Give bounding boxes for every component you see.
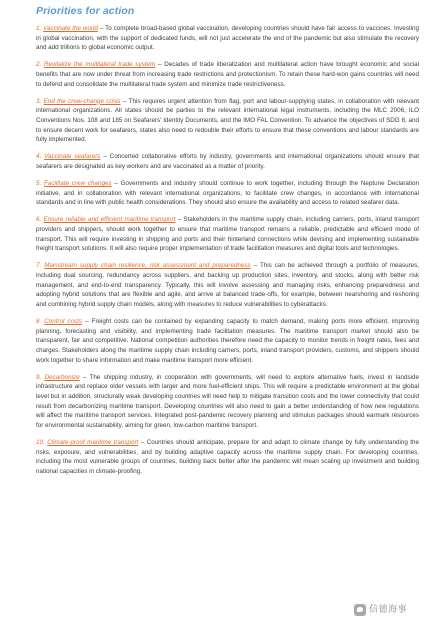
list-item xyxy=(36,317,419,366)
item-heading: Vaccinate seafarers xyxy=(44,153,101,161)
item-body: – To complete broad-based global vaccination, developing countries should have fair access to vaccines. Investing in global vaccination, with the support of dedicated funds, will not just accelerate the end of the pandemic but also stimulate the recovery and add trillions to global economic output. xyxy=(36,25,419,52)
list-item xyxy=(36,60,419,89)
item-number: 6. xyxy=(36,216,42,224)
item-number: 3. xyxy=(36,97,42,105)
item-body: – Decades of trade liberalization and multilateral action have brought economic and social benefits that are now under threat from increasing trade restrictions and protectionism. To retain these hard-won gains countries will need to defend and consolidate the multilateral trade system and minimize trade restrictiveness. xyxy=(36,61,419,88)
item-number: 9. xyxy=(36,373,42,381)
watermark-text: 信德海事 xyxy=(369,605,408,615)
item-number: 1. xyxy=(36,25,42,32)
item-heading: Climate-proof maritime transport xyxy=(47,439,139,446)
page-title: Priorities for action xyxy=(36,5,135,17)
item-number: 4. xyxy=(36,153,42,161)
item-body: – Governments and industry should continue to work together, including through the Neptune Declaration initiative, and in collaboration with relevant international organizations, to facilitate crew changes, in accordance with international standards and in line with public health considerations. They should also ensure the availability and access to related seafarer data. xyxy=(36,179,419,207)
list-item xyxy=(36,24,419,53)
item-heading: Ensure reliable and efficient maritime transport xyxy=(43,216,176,224)
item-heading: Vaccinate the world xyxy=(43,25,98,32)
watermark xyxy=(354,604,414,618)
list-item xyxy=(36,97,419,146)
list-item xyxy=(36,152,419,171)
list-item xyxy=(36,179,419,208)
item-number: 2. xyxy=(36,61,42,69)
list-item xyxy=(36,261,419,310)
item-heading: Facilitate crew changes xyxy=(44,179,112,187)
item-body: – Countries should anticipate, prepare for and adapt to climate change by fully understanding the risks, exposure, and vulnerabilities, and by building adaptive capacity across the maritime supply chain. For developing countries, including the most vulnerable groups of countries, building back better after the pandemic will mean scaling up investment and building national capacities in climate-proofing. xyxy=(36,439,419,476)
item-body: – Stakeholders in the maritime supply chain, including carriers, ports, inland transport providers and shippers, should work together to ensure that maritime transport remains a reliable, predictable and efficient mode of transport. This will require investing in shipping and ports and their hinterland connections while devising and implementing sustainable freight transport solutions. It will also require proper implementation of trade facilitation measures and digital tools and technologies. xyxy=(36,216,419,253)
list-item xyxy=(36,215,419,254)
item-number: 5. xyxy=(36,179,42,187)
item-heading: Revitalize the multilateral trade system xyxy=(44,61,156,69)
item-heading: Mainstream supply chain resilience, risk assessment and preparedness xyxy=(44,262,251,270)
item-heading: Decarbonize xyxy=(44,373,80,381)
list-item xyxy=(36,438,419,477)
item-heading: End the crew-change crisis xyxy=(43,97,121,105)
wechat-icon xyxy=(354,604,366,616)
item-body: – The shipping industry, in cooperation with governments, will need to explore alternative fuels, invest in landside infrastructure and replace older vessels with larger and more fuel-efficient ships. This will require a predictable environment at the global level but in addition, structurally weak developing countries will need help to mitigate transition costs and the lower connectivity that could result from decarbonizing maritime transport. Developing countries will also need to gain a better understanding of how new regulations will affect the maritime transport services. Integrated post-pandemic recovery planning and stimulus packages should earmark resources for environmental sustainability, aiming for green, low-carbon maritime transport. xyxy=(36,373,419,430)
item-body: – Concerted collaborative efforts by industry, governments and international organizations should ensure that seafarers are designated as key workers and are vaccinated as a matter of priority. xyxy=(36,153,419,170)
priorities-list xyxy=(36,24,419,484)
list-item xyxy=(36,373,419,431)
item-number: 10. xyxy=(36,439,45,446)
item-number: 7. xyxy=(36,262,42,270)
item-heading: Control costs xyxy=(44,317,83,325)
item-body: – This can be achieved through a portfolio of measures, including dual sourcing, redundancy across suppliers, and backing up production sites, inventory, and stocks, along with better risk management, and end-to-end transparency. Typically, this will involve assessing and managing risks, enhancing preparedness and adopting hybrid solutions that are flexible and agile, and arrive at balanced trade-offs, for example, between nearshoring and reshoring and combining hybrid supply chain models, along with measures to reduce vulnerabilities to cyberattacks. xyxy=(36,262,419,308)
item-body: – Freight costs can be contained by expanding capacity to match demand, making ports more efficient, improving planning, forecasting and visibility, and implementing trade facilitation measures. The maritime transport market should also be transparent, fair and competitive. National competition authorities therefore need the capacity to monitor trends in freight rates, fees and charges. Stakeholders along the maritime supply chain including carriers, ports, inland transport providers, customs, and shippers should work together to share information and make maritime transport more efficient. xyxy=(36,317,419,364)
item-number: 8. xyxy=(36,317,42,325)
item-body: – This requires urgent attention from flag, port and labour-supplying states, in collaboration with relevant international organizations. All states should be parties to the relevant international legal instruments, including the MLC 2006, ILO Conventions Nos. 108 and 185 on Seafarers' Identity Documents, and the IMO FAL Convention. To advance the objectives of SDG 8, and to ensure decent work for seafarers, states also need to redouble their efforts to ensure that these conventions and labour standards are fully implemented. xyxy=(36,97,419,144)
